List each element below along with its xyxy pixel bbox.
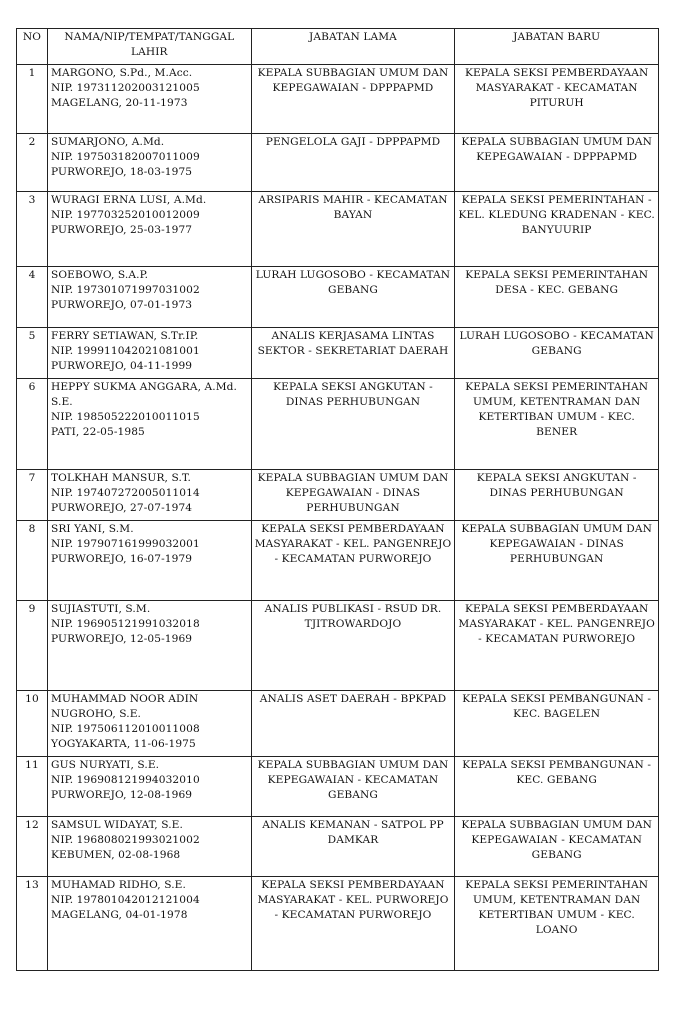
row-number: 10 [17, 691, 48, 757]
employee-name: SUJIASTUTI, S.M. [51, 603, 151, 615]
employee-cell [48, 817, 252, 877]
old-position: KEPALA SEKSI ANGKUTAN - DINAS PERHUBUNGAN [251, 379, 455, 470]
employee-nip: NIP. 197311202003121005 [51, 82, 200, 94]
employee-nip: NIP. 199911042021081001 [51, 345, 200, 357]
row-number: 6 [17, 379, 48, 470]
table-row [17, 817, 659, 877]
row-number: 8 [17, 521, 48, 601]
row-number: 5 [17, 328, 48, 379]
new-position: KEPALA SEKSI PEMERINTAHAN UMUM, KETENTRAMAN DAN KETERTIBAN UMUM - KEC. BENER [455, 379, 659, 470]
old-position: KEPALA SUBBAGIAN UMUM DAN KEPEGAWAIAN - KECAMATAN GEBANG [251, 757, 455, 817]
old-position: ANALIS ASET DAERAH - BPKPAD [251, 691, 455, 757]
employee-cell [48, 267, 252, 328]
employee-nip: NIP. 197506112010011008 [51, 723, 200, 735]
table-row [17, 521, 659, 601]
row-number: 3 [17, 192, 48, 267]
table-row [17, 267, 659, 328]
new-position: KEPALA SUBBAGIAN UMUM DAN KEPEGAWAIAN - KECAMATAN GEBANG [455, 817, 659, 877]
employee-birth: PURWOREJO, 07-01-1973 [51, 299, 193, 311]
employee-birth: KEBUMEN, 02-08-1968 [51, 849, 181, 861]
table-row [17, 379, 659, 470]
table-row [17, 470, 659, 521]
table-row [17, 134, 659, 192]
employee-birth: PURWOREJO, 27-07-1974 [51, 502, 193, 514]
header-name: NAMA/NIP/TEMPAT/TANGGAL LAHIR [48, 29, 252, 65]
employee-nip: NIP. 197301071997031002 [51, 284, 200, 296]
table-header-row [17, 29, 659, 65]
table-row [17, 757, 659, 817]
new-position: KEPALA SEKSI PEMBANGUNAN - KEC. BAGELEN [455, 691, 659, 757]
employee-nip: NIP. 197907161999032001 [51, 538, 200, 550]
old-position: KEPALA SUBBAGIAN UMUM DAN KEPEGAWAIAN - DINAS PERHUBUNGAN [251, 470, 455, 521]
employee-name: WURAGI ERNA LUSI, A.Md. [51, 194, 207, 206]
header-old-position: JABATAN LAMA [251, 29, 455, 65]
row-number: 11 [17, 757, 48, 817]
employee-name: TOLKHAH MANSUR, S.T. [51, 472, 191, 484]
employee-birth: MAGELANG, 04-01-1978 [51, 909, 188, 921]
row-number: 1 [17, 65, 48, 134]
employee-birth: PURWOREJO, 12-05-1969 [51, 633, 193, 645]
old-position: ANALIS PUBLIKASI - RSUD DR. TJITROWARDOJO [251, 601, 455, 691]
employee-birth: PURWOREJO, 04-11-1999 [51, 360, 193, 372]
employee-cell [48, 691, 252, 757]
table-row [17, 601, 659, 691]
employee-cell [48, 521, 252, 601]
employee-name: SOEBOWO, S.A.P. [51, 269, 149, 281]
employee-name: MUHAMMAD NOOR ADIN NUGROHO, S.E. [51, 693, 199, 720]
header-new-position: JABATAN BARU [455, 29, 659, 65]
employee-birth: PURWOREJO, 18-03-1975 [51, 166, 193, 178]
employee-cell [48, 379, 252, 470]
table-row [17, 877, 659, 971]
employee-cell [48, 328, 252, 379]
employee-name: FERRY SETIAWAN, S.Tr.IP. [51, 330, 199, 342]
new-position: KEPALA SEKSI PEMBANGUNAN - KEC. GEBANG [455, 757, 659, 817]
header-no: NO [17, 29, 48, 65]
table-row [17, 691, 659, 757]
employee-cell [48, 877, 252, 971]
row-number: 12 [17, 817, 48, 877]
new-position: KEPALA SUBBAGIAN UMUM DAN KEPEGAWAIAN - DINAS PERHUBUNGAN [455, 521, 659, 601]
table-row [17, 192, 659, 267]
old-position: ANALIS KERJASAMA LINTAS SEKTOR - SEKRETARIAT DAERAH [251, 328, 455, 379]
old-position: KEPALA SEKSI PEMBERDAYAAN MASYARAKAT - KEL. PANGENREJO - KECAMATAN PURWOREJO [251, 521, 455, 601]
employee-name: MUHAMAD RIDHO, S.E. [51, 879, 186, 891]
employee-name: HEPPY SUKMA ANGGARA, A.Md. S.E. [51, 381, 238, 408]
old-position: LURAH LUGOSOBO - KECAMATAN GEBANG [251, 267, 455, 328]
employee-nip: NIP. 196905121991032018 [51, 618, 200, 630]
row-number: 13 [17, 877, 48, 971]
old-position: ANALIS KEMANAN - SATPOL PP DAMKAR [251, 817, 455, 877]
employee-name: GUS NURYATI, S.E. [51, 759, 160, 771]
old-position: ARSIPARIS MAHIR - KECAMATAN BAYAN [251, 192, 455, 267]
employee-nip: NIP. 196808021993021002 [51, 834, 200, 846]
new-position: KEPALA SEKSI PEMBERDAYAAN MASYARAKAT - KEL. PANGENREJO - KECAMATAN PURWOREJO [455, 601, 659, 691]
employee-birth: PURWOREJO, 16-07-1979 [51, 553, 193, 565]
employee-birth: PURWOREJO, 12-08-1969 [51, 789, 193, 801]
employee-nip: NIP. 197407272005011014 [51, 487, 200, 499]
new-position: KEPALA SEKSI PEMERINTAHAN DESA - KEC. GEBANG [455, 267, 659, 328]
new-position: LURAH LUGOSOBO - KECAMATAN GEBANG [455, 328, 659, 379]
employee-name: SUMARJONO, A.Md. [51, 136, 165, 148]
employee-name: MARGONO, S.Pd., M.Acc. [51, 67, 193, 79]
employee-birth: YOGYAKARTA, 11-06-1975 [51, 738, 196, 750]
table-row [17, 328, 659, 379]
employee-cell [48, 757, 252, 817]
row-number: 7 [17, 470, 48, 521]
old-position: KEPALA SUBBAGIAN UMUM DAN KEPEGAWAIAN - DPPPAPMD [251, 65, 455, 134]
employee-cell [48, 65, 252, 134]
row-number: 2 [17, 134, 48, 192]
old-position: PENGELOLA GAJI - DPPPAPMD [251, 134, 455, 192]
employee-nip: NIP. 198505222010011015 [51, 411, 200, 423]
employee-name: SAMSUL WIDAYAT, S.E. [51, 819, 183, 831]
old-position: KEPALA SEKSI PEMBERDAYAAN MASYARAKAT - KEL. PURWOREJO - KECAMATAN PURWOREJO [251, 877, 455, 971]
mutation-table [16, 28, 659, 971]
new-position: KEPALA SEKSI PEMERINTAHAN UMUM, KETENTRAMAN DAN KETERTIBAN UMUM - KEC. LOANO [455, 877, 659, 971]
employee-nip: NIP. 197801042012121004 [51, 894, 200, 906]
employee-birth: MAGELANG, 20-11-1973 [51, 97, 188, 109]
table-row [17, 65, 659, 134]
new-position: KEPALA SEKSI ANGKUTAN - DINAS PERHUBUNGAN [455, 470, 659, 521]
employee-birth: PURWOREJO, 25-03-1977 [51, 224, 193, 236]
row-number: 9 [17, 601, 48, 691]
new-position: KEPALA SUBBAGIAN UMUM DAN KEPEGAWAIAN - DPPPAPMD [455, 134, 659, 192]
employee-nip: NIP. 197703252010012009 [51, 209, 200, 221]
employee-cell [48, 470, 252, 521]
employee-nip: NIP. 196908121994032010 [51, 774, 200, 786]
employee-name: SRI YANI, S.M. [51, 523, 134, 535]
employee-cell [48, 134, 252, 192]
employee-nip: NIP. 197503182007011009 [51, 151, 200, 163]
row-number: 4 [17, 267, 48, 328]
employee-cell [48, 192, 252, 267]
employee-cell [48, 601, 252, 691]
new-position: KEPALA SEKSI PEMBERDAYAAN MASYARAKAT - KECAMATAN PITURUH [455, 65, 659, 134]
new-position: KEPALA SEKSI PEMERINTAHAN - KEL. KLEDUNG KRADENAN - KEC. BANYUURIP [455, 192, 659, 267]
employee-birth: PATI, 22-05-1985 [51, 426, 145, 438]
